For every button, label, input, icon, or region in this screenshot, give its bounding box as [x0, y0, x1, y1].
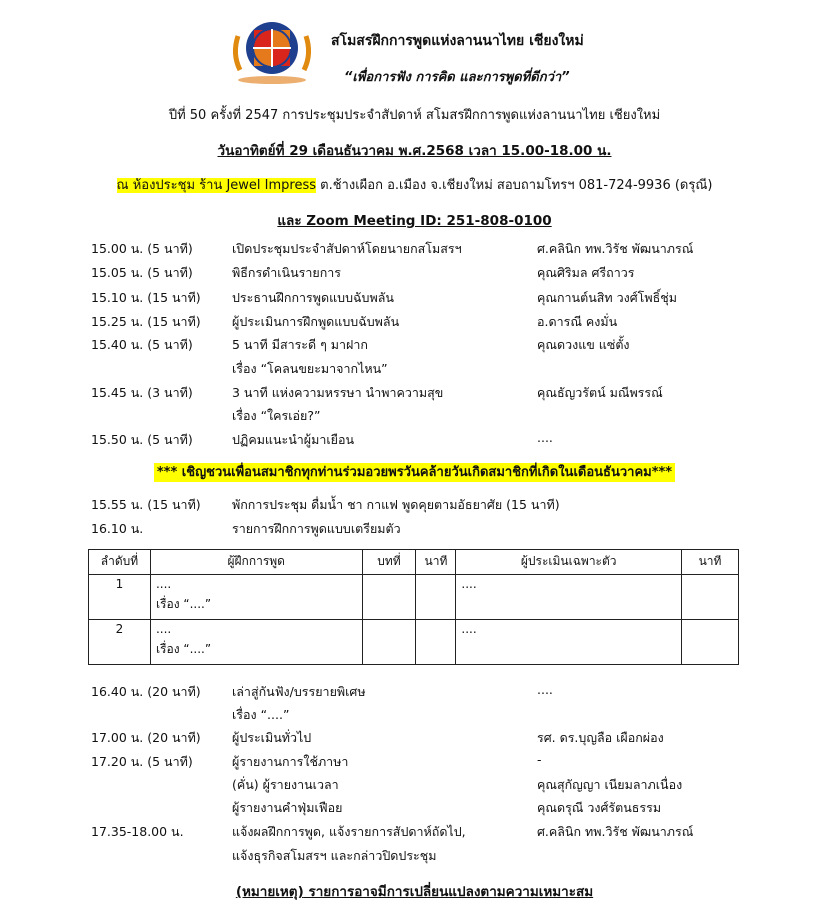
schedule-item: เรื่อง “ใครเอ่ย?” — [232, 408, 321, 423]
schedule-time: 17.00 น. (20 นาที) — [91, 730, 201, 745]
schedule-item: แจ้งผลฝึกการพูด, แจ้งรายการสัปดาห์ถัดไป, — [232, 824, 466, 839]
eval-minutes-cell — [682, 575, 739, 620]
schedule-row — [0, 846, 829, 866]
schedule-row — [0, 519, 829, 539]
schedule-time: 16.10 น. — [91, 521, 144, 536]
schedule-row — [0, 263, 829, 283]
schedule-row — [0, 775, 829, 795]
schedule-item: (คั่น) ผู้รายงานเวลา — [232, 777, 339, 792]
schedule-person: คุณสุกัญญา เนียมลาภเนื่อง — [537, 777, 683, 792]
schedule-item: พิธีกรดำเนินรายการ — [232, 265, 342, 280]
schedule-item: ผู้รายงานคำฟุ่มเฟือย — [232, 800, 343, 815]
schedule-time: 15.40 น. (5 นาที) — [91, 337, 193, 352]
venue-details: ต.ช้างเผือก อ.เมือง จ.เชียงใหม่ สอบถามโทรฯ 081-724-9936 (ดรุณี) — [316, 178, 713, 193]
venue-highlight: ณ ห้องประชุม ร้าน Jewel Impress — [116, 178, 317, 193]
table-header: ผู้ประเมินเฉพาะตัว — [456, 550, 682, 575]
schedule-person: คุณศิริมล ศรีถาวร — [537, 265, 635, 280]
schedule-item: ปฏิคมแนะนำผู้มาเยือน — [232, 432, 355, 447]
schedule-row — [0, 406, 829, 426]
org-motto: “เพื่อการฟัง การคิด และการพูดที่ดีกว่า” — [344, 70, 570, 85]
speaker-cell — [150, 575, 362, 620]
schedule-person: .... — [537, 682, 553, 697]
schedule-person: ศ.คลินิก ทพ.วิรัช พัฒนาภรณ์ — [537, 241, 694, 256]
schedule-person: คุณกานต์นสิท วงศ์โพธิ์ชุ่ม — [537, 290, 677, 305]
row-number: 1 — [89, 575, 151, 620]
speech-topic: เรื่อง “....” — [155, 642, 212, 656]
eval-minutes-cell — [682, 620, 739, 665]
chapter-cell — [362, 620, 416, 665]
schedule-item: ผู้ประเมินทั่วไป — [232, 730, 312, 745]
schedule-person: ศ.คลินิก ทพ.วิรัช พัฒนาภรณ์ — [537, 824, 694, 839]
org-name: สโมสรฝึกการพูดแห่งลานนาไทย เชียงใหม่ — [331, 33, 584, 49]
schedule-person: คุณดวงแข แซ่ตั้ง — [537, 337, 630, 352]
footnote-text: รายการอาจมีการเปลี่ยนแปลงตามความเหมาะสม — [303, 884, 594, 900]
schedule-time: 15.00 น. (5 นาที) — [91, 241, 193, 256]
birthday-banner-text: *** เชิญชวนเพื่อนสมาชิกทุกท่านร่วมอวยพรวันคล้ายวันเกิดสมาชิกที่เกิดในเดือนธันวาคม*** — [154, 463, 675, 482]
schedule-row — [0, 335, 829, 355]
birthday-banner — [0, 461, 829, 482]
speaker-name: .... — [155, 577, 172, 591]
schedule-row — [0, 798, 829, 818]
schedule-time: 15.55 น. (15 นาที) — [91, 497, 201, 512]
schedule-person: คุณดรุณี วงศ์รัตนธรรม — [537, 800, 662, 815]
schedule-time: 15.25 น. (15 นาที) — [91, 314, 201, 329]
schedule-row — [0, 312, 829, 332]
evaluator-cell: .... — [456, 575, 682, 620]
speaker-name: .... — [155, 622, 172, 636]
schedule-row — [0, 288, 829, 308]
schedule-row — [0, 705, 829, 725]
footnote-label: (หมายเหตุ) — [235, 884, 304, 900]
schedule-item: 3 นาที แห่งความหรรษา นำพาความสุข — [232, 385, 444, 400]
schedule-item: รายการฝึกการพูดแบบเตรียมตัว — [232, 521, 401, 536]
schedule-row — [0, 430, 829, 450]
table-header: บทที่ — [362, 550, 416, 575]
club-logo — [226, 14, 318, 84]
schedule-person: อ.ดารณี คงมั่น — [537, 314, 618, 329]
table-header: นาที — [416, 550, 456, 575]
schedule-item: แจ้งธุรกิจสโมสรฯ และกล่าวปิดประชุม — [232, 848, 437, 863]
schedule-row — [0, 495, 829, 515]
table-row — [89, 575, 739, 620]
schedule-item: ผู้ประเมินการฝึกพูดแบบฉับพลัน — [232, 314, 400, 329]
schedule-row — [0, 728, 829, 748]
schedule-time: 15.50 น. (5 นาที) — [91, 432, 193, 447]
schedule-time: 17.35-18.00 น. — [91, 824, 184, 839]
schedule-item: เปิดประชุมประจำสัปดาห์โดยนายกสโมสรฯ — [232, 241, 462, 256]
chapter-cell — [362, 575, 416, 620]
schedule-item: เรื่อง “โคลนขยะมาจากไหน” — [232, 361, 388, 376]
evaluator-cell: .... — [456, 620, 682, 665]
date-line: วันอาทิตย์ที่ 29 เดือนธันวาคม พ.ศ.2568 เวลา 15.00-18.00 น. — [217, 143, 612, 159]
speaker-cell — [150, 620, 362, 665]
table-header: ลำดับที่ — [89, 550, 151, 575]
footnote — [0, 880, 829, 902]
schedule-row — [0, 822, 829, 842]
schedule-person: - — [537, 752, 542, 767]
schedule-item: พักการประชุม ดื่มน้ำ ชา กาแฟ พูดคุยตามอัธยาศัย (15 นาที) — [232, 497, 560, 512]
table-row — [89, 620, 739, 665]
schedule-item: ประธานฝึกการพูดแบบฉับพลัน — [232, 290, 394, 305]
schedule-row — [0, 383, 829, 403]
schedule-time: 15.10 น. (15 นาที) — [91, 290, 201, 305]
schedule-time: 17.20 น. (5 นาที) — [91, 754, 193, 769]
table-header-row — [89, 550, 739, 575]
speech-topic: เรื่อง “....” — [155, 597, 212, 611]
schedule-row — [0, 239, 829, 259]
schedule-person: คุณธัญวรัตน์ มณีพรรณ์ — [537, 385, 663, 400]
minutes-cell — [416, 620, 456, 665]
schedule-time: 15.45 น. (3 นาที) — [91, 385, 193, 400]
row-number: 2 — [89, 620, 151, 665]
schedule-item: ผู้รายงานการใช้ภาษา — [232, 754, 349, 769]
schedule-person: รศ. ดร.บุญลือ เผือกผ่อง — [537, 730, 664, 745]
schedule-item: เรื่อง “....” — [232, 707, 290, 722]
table-header: ผู้ฝึกการพูด — [150, 550, 362, 575]
schedule-row — [0, 752, 829, 772]
venue-line — [0, 174, 829, 195]
schedule-row — [0, 359, 829, 379]
schedule-time: 15.05 น. (5 นาที) — [91, 265, 193, 280]
schedule-item: 5 นาที มีสาระดี ๆ มาฝาก — [232, 337, 368, 352]
schedule-row — [0, 682, 829, 702]
speech-program-table — [88, 549, 739, 665]
zoom-line: และ Zoom Meeting ID: 251-808-0100 — [277, 213, 552, 229]
table-header: นาที — [682, 550, 739, 575]
schedule-person: .... — [537, 430, 553, 445]
meeting-line: ปีที่ 50 ครั้งที่ 2547 การประชุมประจำสัปดาห์ สโมสรฝึกการพูดแห่งลานนาไทย เชียงใหม่ — [168, 108, 661, 123]
schedule-item: เล่าสู่กันฟัง/บรรยายพิเศษ — [232, 684, 366, 699]
minutes-cell — [416, 575, 456, 620]
schedule-time: 16.40 น. (20 นาที) — [91, 684, 201, 699]
